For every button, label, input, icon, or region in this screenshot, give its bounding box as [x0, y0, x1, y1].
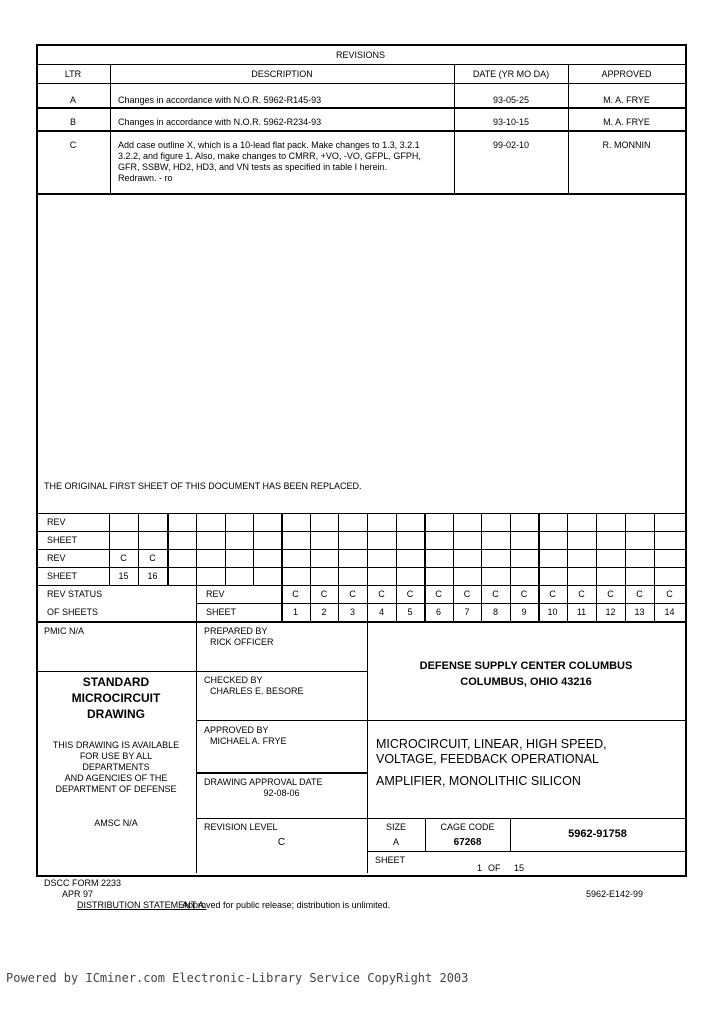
divider — [36, 513, 685, 514]
revisions-header: REVISIONS — [335, 50, 385, 60]
grid-label-sheet: SHEET — [47, 571, 78, 581]
rev-status-label: REV STATUS — [47, 589, 103, 599]
col-approved-header: APPROVED — [601, 69, 652, 79]
rev-cell: C — [349, 589, 356, 599]
divider — [36, 130, 685, 132]
std-title-line: MICROCIRCUIT — [71, 691, 161, 705]
form-date: APR 97 — [62, 889, 94, 899]
sheet-cell: 7 — [464, 607, 470, 617]
availability-line: DEPARTMENTS — [82, 762, 150, 772]
rev-date: 99-02-10 — [492, 140, 530, 150]
form-number: DSCC FORM 2233 — [44, 878, 122, 888]
grid-cell: C — [149, 553, 156, 563]
rev-description-line: 3.2.2, and figure 1. Also, make changes to CMRR, +VO, -VO, GFPL, GFPH, — [118, 151, 421, 161]
sheet-cell: 10 — [547, 607, 558, 617]
divider — [196, 818, 367, 819]
approved-by-name: MICHAEL A. FRYE — [210, 736, 287, 746]
size-label: SIZE — [385, 822, 406, 832]
sheet-cell: 6 — [435, 607, 441, 617]
rev-label: REV — [206, 589, 225, 599]
rev-description: Changes in accordance with N.O.R. 5962-R145-93 — [118, 95, 322, 105]
rev-cell: C — [666, 589, 673, 599]
sheet-of: OF — [488, 863, 501, 873]
rev-description-line: GFR, SSBW, HD2, HD3, and VN tests as specified in table I herein. — [118, 162, 388, 172]
sheet-total: 15 — [514, 863, 525, 873]
rev-cell: C — [520, 589, 528, 599]
sheet-cell: 1 — [292, 607, 298, 617]
rev-cell: C — [636, 589, 643, 599]
grid-cell: 15 — [118, 571, 129, 581]
divider — [568, 64, 569, 193]
size-value: A — [392, 837, 399, 847]
divider — [367, 513, 368, 621]
divider — [196, 772, 367, 774]
divider — [196, 621, 197, 873]
divider — [481, 513, 482, 621]
divider — [338, 513, 339, 621]
divider — [281, 513, 283, 621]
sheet-cell: 9 — [521, 607, 527, 617]
divider — [36, 531, 685, 532]
divider — [567, 513, 568, 621]
sheet-cell: 5 — [407, 607, 413, 617]
sheet-label: SHEET — [375, 855, 406, 865]
divider — [654, 513, 655, 621]
watermark: Powered by ICminer.com Electronic-Library Service CopyRight 2003 — [6, 971, 469, 985]
prepared-by-label: PREPARED BY — [204, 626, 268, 636]
pmic-label: PMIC N/A — [44, 626, 85, 636]
availability-line: AND AGENCIES OF THE — [64, 773, 168, 783]
rev-approved: M. A. FRYE — [603, 117, 650, 127]
divider — [367, 720, 685, 721]
divider — [367, 818, 685, 819]
rev-cell: C — [406, 589, 414, 599]
rev-description-line: Add case outline X, which is a 10-lead flat pack. Make changes to 1.3, 3.2.1 — [118, 140, 420, 150]
of-sheets-label: OF SHEETS — [47, 607, 99, 617]
cage-code-label: CAGE CODE — [440, 822, 495, 832]
approval-date: 92-08-06 — [263, 788, 300, 798]
divider — [625, 513, 626, 621]
rev-description: Changes in accordance with N.O.R. 5962-R234-93 — [118, 117, 322, 127]
sheet-cell: 8 — [492, 607, 498, 617]
device-title-line: AMPLIFIER, MONOLITHIC SILICON — [376, 774, 581, 788]
rev-cell: C — [378, 589, 385, 599]
col-date-header: DATE (YR MO DA) — [472, 69, 550, 79]
divider — [225, 513, 226, 585]
grid-label-rev: REV — [47, 553, 66, 563]
device-title-line: VOLTAGE, FEEDBACK OPERATIONAL — [376, 752, 599, 766]
col-description-header: DESCRIPTION — [251, 69, 313, 79]
std-title-line: STANDARD — [82, 675, 150, 689]
sheet-cell: 2 — [321, 607, 327, 617]
divider — [167, 513, 169, 585]
sheet-number: 1 — [477, 863, 483, 873]
availability-line: THIS DRAWING IS AVAILABLE — [52, 740, 180, 750]
rev-cell: C — [492, 589, 499, 599]
rev-cell: C — [463, 589, 471, 599]
revision-level-label: REVISION LEVEL — [204, 822, 278, 832]
divider — [36, 549, 685, 550]
divider — [538, 513, 540, 621]
device-title-line: MICROCIRCUIT, LINEAR, HIGH SPEED, — [376, 737, 607, 751]
divider — [36, 621, 685, 623]
rev-cell: C — [578, 589, 585, 599]
divider — [196, 513, 197, 621]
sheet-cell: 4 — [378, 607, 384, 617]
rev-cell: C — [607, 589, 614, 599]
divider — [396, 513, 397, 621]
agency-name: DEFENSE SUPPLY CENTER COLUMBUS — [419, 660, 633, 672]
approval-date-label: DRAWING APPROVAL DATE — [204, 777, 323, 787]
sheet-cell: 12 — [605, 607, 616, 617]
divider — [196, 603, 685, 604]
sheet-cell: 3 — [349, 607, 355, 617]
rev-cell: C — [292, 589, 299, 599]
prepared-by-name: RICK OFFICER — [210, 637, 274, 647]
replaced-note: THE ORIGINAL FIRST SHEET OF THIS DOCUMENT HAS BEEN REPLACED. — [44, 481, 362, 491]
checked-by-name: CHARLES E. BESORE — [210, 686, 304, 696]
divider — [596, 513, 597, 621]
divider — [36, 107, 685, 109]
divider — [453, 513, 454, 621]
rev-date: 93-10-15 — [492, 117, 530, 127]
cage-code-value: 67268 — [453, 837, 482, 848]
sheet-cell: 13 — [634, 607, 645, 617]
checked-by-label: CHECKED BY — [204, 675, 263, 685]
amsc-label: AMSC N/A — [94, 818, 138, 828]
reference-number: 5962-E142-99 — [586, 889, 644, 899]
agency-address: COLUMBUS, OHIO 43216 — [460, 676, 592, 688]
divider — [36, 83, 685, 84]
grid-label-rev: REV — [47, 517, 66, 527]
availability-line: DEPARTMENT OF DEFENSE — [55, 784, 177, 794]
rev-description-line: Redrawn. - ro — [118, 173, 173, 183]
revision-level: C — [277, 837, 286, 848]
std-title-line: DRAWING — [87, 707, 145, 721]
divider — [36, 193, 685, 195]
sheet-cell: 14 — [664, 607, 675, 617]
divider — [110, 64, 111, 193]
divider — [253, 513, 254, 585]
col-ltr-header: LTR — [64, 69, 82, 79]
rev-ltr: A — [69, 95, 76, 105]
rev-ltr: B — [69, 117, 76, 127]
divider — [196, 720, 367, 721]
divider — [424, 513, 426, 621]
sheet-label: SHEET — [206, 607, 237, 617]
availability-line: FOR USE BY ALL — [79, 751, 153, 761]
grid-cell: C — [120, 553, 127, 563]
grid-label-sheet: SHEET — [47, 535, 78, 545]
distribution-label: DISTRIBUTION STATEMENT A. — [77, 900, 207, 910]
rev-approved: M. A. FRYE — [603, 95, 650, 105]
sheet-cell: 11 — [576, 607, 587, 617]
divider — [36, 567, 685, 568]
rev-date: 93-05-25 — [492, 95, 530, 105]
divider — [36, 585, 685, 586]
rev-cell: C — [549, 589, 556, 599]
divider — [454, 64, 455, 193]
grid-cell: 16 — [147, 571, 158, 581]
divider — [310, 513, 311, 621]
divider — [36, 64, 685, 65]
rev-approved: R. MONNIN — [602, 140, 651, 150]
divider — [510, 513, 511, 621]
distribution-text: Approved for public release; distribution is unlimited. — [182, 900, 391, 910]
approved-by-label: APPROVED BY — [204, 725, 269, 735]
rev-cell: C — [435, 589, 442, 599]
divider — [196, 671, 367, 672]
document-number: 5962-91758 — [568, 828, 627, 840]
divider — [367, 851, 685, 852]
divider — [36, 671, 196, 672]
rev-ltr: C — [69, 140, 77, 150]
rev-cell: C — [320, 589, 328, 599]
